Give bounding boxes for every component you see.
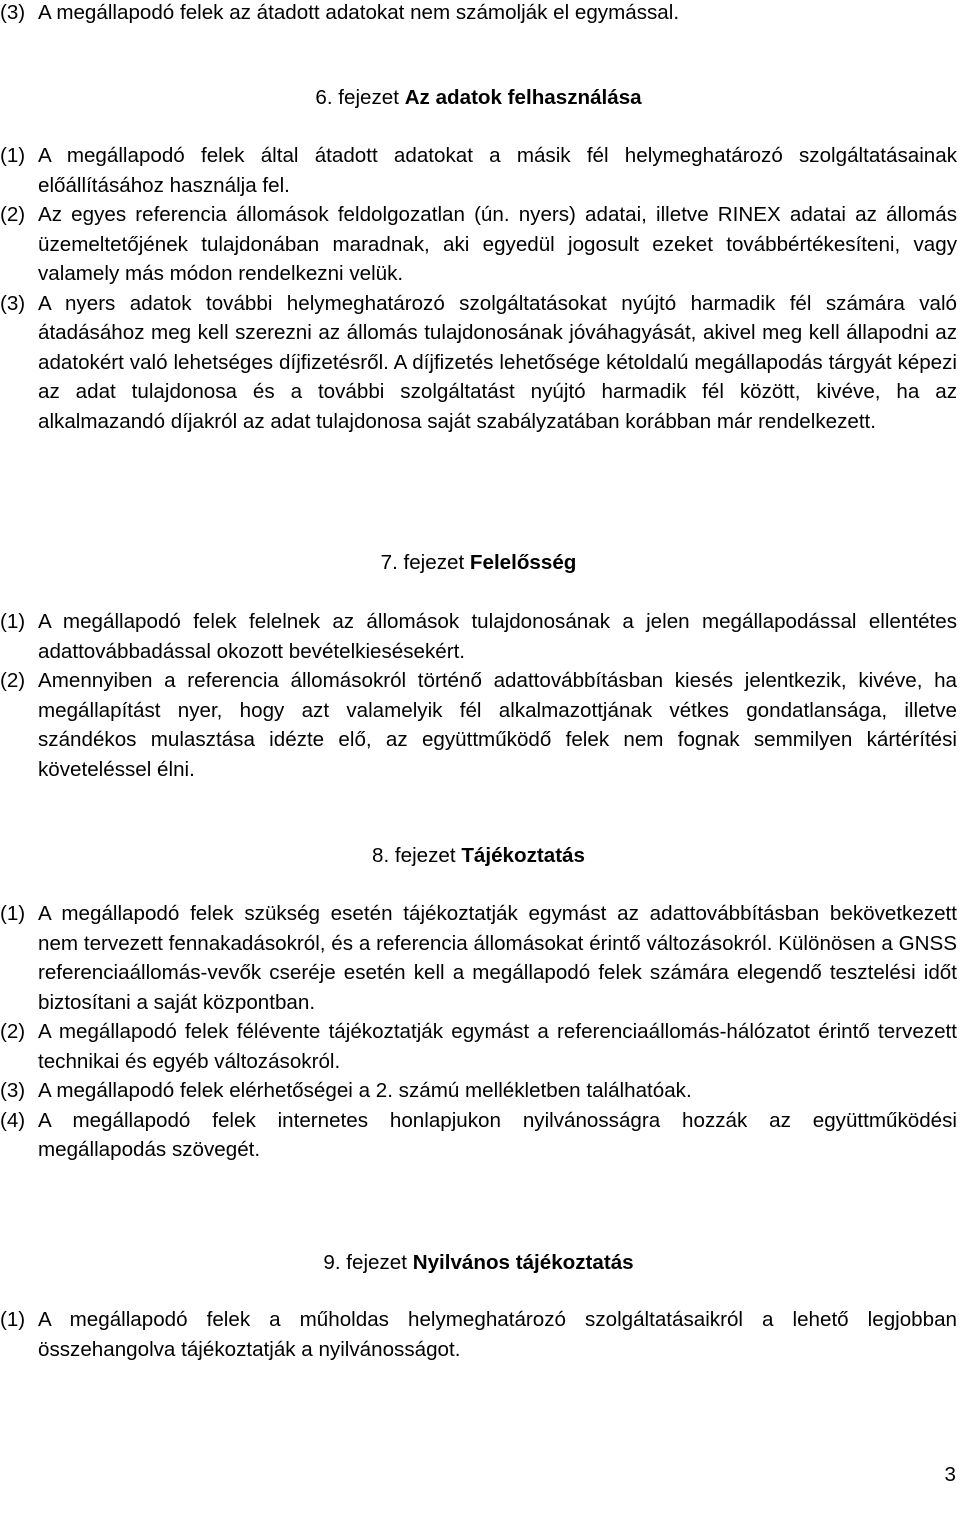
paragraph-text: A megállapodó felek az átadott adatokat nem számolják el egymással.	[38, 1, 680, 24]
chapter-title: Az adatok felhasználása	[404, 86, 642, 109]
chapter-prefix: 6. fejezet	[315, 86, 399, 109]
paragraph	[0, 899, 957, 1017]
paragraph-number: (4)	[0, 1108, 26, 1132]
paragraph-text: Az egyes referencia állomások feldolgozatlan (ún. nyers) adatai, illetve RINEX adatai az állomás üzemeltetőjének tulajdonában maradnak, aki egyedül jogosult ezeket továbbértékesíteni, vagy valamely más módon rendelkezni velük.	[38, 203, 957, 285]
paragraph-number: (1)	[0, 144, 26, 167]
paragraph-number: (3)	[0, 1079, 26, 1102]
chapter-prefix: 8. fejezet	[372, 844, 456, 867]
chapter-prefix: 7. fejezet	[380, 551, 465, 574]
chapter-heading-8	[0, 841, 957, 871]
top-paragraph	[0, 0, 957, 28]
paragraph	[0, 1305, 957, 1364]
paragraph-text: Amennyiben a referencia állomásokról történő adattovábbításban kiesés jelentkezik, kivéve, ha megállapítást nyer, hogy azt valamelyik fél alkalmazottjának vétkes gondatlansága, illetve szándékos mulasztása idézte elő, az együttműködő felek nem fognak semmilyen kártérítési követeléssel élni.	[38, 669, 957, 781]
paragraph-number: (2)	[0, 203, 26, 226]
chapter-heading-9	[0, 1248, 957, 1278]
paragraph	[0, 1106, 957, 1165]
paragraph-number: (1)	[0, 610, 26, 633]
paragraph	[0, 666, 957, 784]
paragraph-number: (3)	[0, 1, 26, 24]
paragraph	[0, 141, 957, 200]
paragraph	[0, 1017, 957, 1076]
paragraph-number: (1)	[0, 902, 26, 925]
paragraph-number: (2)	[0, 669, 26, 692]
paragraph-text: A megállapodó felek elérhetőségei a 2. számú mellékletben találhatóak.	[38, 1079, 692, 1102]
paragraph-text: A megállapodó felek felelnek az állomások tulajdonosának a jelen megállapodással ellentétes adattovábbadással okozott bevételkiesésekért.	[38, 610, 957, 663]
paragraph-text: A megállapodó felek szükség esetén tájékoztatják egymást az adattovábbításban bekövetkezett nem tervezett fennakadásokról, és a referencia állomásokat érintő változásokról. Különösen a GNSS referenciaállomás-vevők cseréje esetén kell a megállapodó felek számára elegendő tesztelési időt biztosítani a saját központban.	[38, 902, 957, 1014]
paragraph	[0, 607, 957, 666]
paragraph-text: A megállapodó felek a műholdas helymeghatározó szolgáltatásaikról a lehető legjobban összehangolva tájékoztatják a nyilvánosságot.	[38, 1308, 957, 1361]
chapter-heading-7	[0, 548, 957, 578]
chapter-6-body	[0, 141, 957, 436]
paragraph	[0, 0, 957, 28]
paragraph	[0, 200, 957, 289]
paragraph	[0, 289, 957, 437]
page-number: 3	[944, 1463, 956, 1486]
paragraph-number: (2)	[0, 1020, 26, 1043]
paragraph-text: A nyers adatok további helymeghatározó szolgáltatásokat nyújtó harmadik fél számára való átadásához meg kell szerezni az állomás tulajdonosának jóváhagyását, akivel meg kell állapodni az adatokért való lehetséges díjfizetésről. A díjfizetés lehetősége kétoldalú megállapodás tárgyát képezi az adat tulajdonosa és a további szolgáltatást nyújtó harmadik fél között, kivéve, ha az alkalmazandó díjakról az adat tulajdonosa saját szabályzatában korábban már rendelkezett.	[38, 291, 957, 433]
chapter-title: Felelősség	[469, 551, 577, 574]
paragraph-text: A megállapodó felek által átadott adatokat a másik fél helymeghatározó szolgáltatásainak előállításához használja fel.	[38, 144, 957, 197]
chapter-title: Tájékoztatás	[461, 844, 585, 867]
chapter-8-body	[0, 899, 957, 1165]
chapter-prefix: 9. fejezet	[323, 1251, 407, 1274]
chapter-title: Nyilvános tájékoztatás	[412, 1251, 634, 1274]
paragraph-number: (3)	[0, 291, 26, 315]
paragraph-text: A megállapodó felek internetes honlapjukon nyilvánosságra hozzák az együttműködési megállapodás szövegét.	[38, 1108, 957, 1161]
chapter-9-body	[0, 1305, 957, 1364]
paragraph-number: (1)	[0, 1308, 26, 1331]
chapter-7-body	[0, 607, 957, 784]
paragraph-text: A megállapodó felek félévente tájékoztatják egymást a referenciaállomás-hálózatot érintő tervezett technikai és egyéb változásokról.	[38, 1020, 957, 1073]
chapter-heading-6	[0, 83, 957, 113]
paragraph	[0, 1076, 957, 1106]
